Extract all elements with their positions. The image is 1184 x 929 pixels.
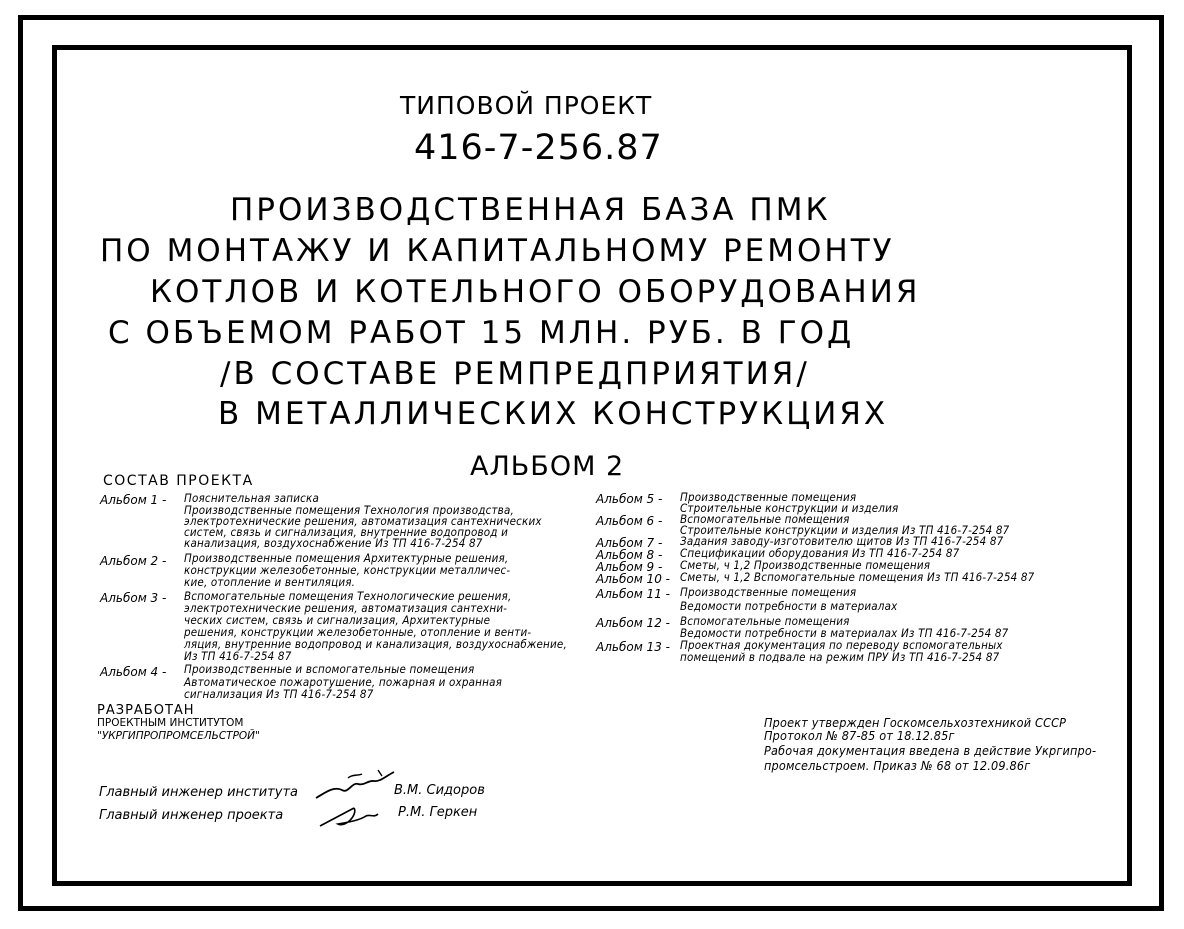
title-line-6: В МЕТАЛЛИЧЕСКИХ КОНСТРУКЦИЯХ	[218, 396, 889, 432]
developer-line-2: "УКРГИПРОПРОМСЕЛЬСТРОЙ"	[97, 730, 260, 742]
album-line: Строительные конструкции и изделия	[680, 501, 899, 515]
album-label: Альбом 1 -	[100, 493, 167, 507]
album-line: Пояснительная записка	[184, 491, 320, 505]
album-number: АЛЬБОМ 2	[470, 451, 625, 482]
album-line: Из ТП 416-7-254 87	[184, 649, 292, 663]
signature-name-2: Р.М. Геркен	[398, 805, 478, 820]
album-line: ляция, внутренние водопровод и канализация, воздухоснабжение,	[184, 637, 567, 651]
album-line: Производственные и вспомогательные помещения	[184, 662, 475, 676]
album-line: решения, конструкции железобетонные, отопление и венти-	[184, 625, 532, 639]
composition-heading: СОСТАВ ПРОЕКТА	[103, 473, 254, 489]
album-line: конструкции железобетонные, конструкции металличес-	[184, 563, 511, 577]
album-line: Спецификации оборудования Из ТП 416-7-254 87	[680, 546, 960, 560]
album-label: Альбом 9 -	[596, 560, 663, 574]
album-line: Сметы, ч 1,2 Производственные помещения	[680, 558, 931, 572]
approval-line: Проект утвержден Госкомсельхозтехникой СССР	[764, 715, 1067, 730]
album-line: Производственные помещения	[680, 490, 857, 504]
album-line: Строительные конструкции и изделия Из ТП 416-7-254 87	[680, 523, 1010, 537]
title-line-4: С ОБЪЕМОМ РАБОТ 15 МЛН. РУБ. В ГОД	[108, 315, 855, 351]
title-line-3: КОТЛОВ И КОТЕЛЬНОГО ОБОРУДОВАНИЯ	[150, 274, 921, 310]
album-line: Автоматическое пожаротушение, пожарная и охранная	[184, 675, 503, 689]
album-label: Альбом 7 -	[596, 536, 663, 550]
title-line-1: ПРОИЗВОДСТВЕННАЯ БАЗА ПМК	[230, 192, 831, 228]
developer-heading: РАЗРАБОТАН	[97, 703, 195, 718]
album-label: Альбом 4 -	[100, 665, 167, 679]
approval-line: промсельстроем. Приказ № 68 от 12.09.86г	[764, 758, 1031, 773]
album-line: электротехнические решения, автоматизация сантехни-	[184, 601, 508, 615]
album-label: Альбом 11 -	[596, 587, 670, 601]
album-label: Альбом 5 -	[596, 492, 663, 506]
handwritten-signatures	[308, 766, 398, 836]
album-line: канализация, воздухоснабжение Из ТП 416-7-254 87	[184, 536, 483, 550]
album-label: Альбом 8 -	[596, 548, 663, 562]
signature-role-2: Главный инженер проекта	[99, 808, 284, 823]
title-line-5: /В СОСТАВЕ РЕМПРЕДПРИЯТИЯ/	[220, 356, 810, 392]
developer-line-1: ПРОЕКТНЫМ ИНСТИТУТОМ	[97, 717, 244, 729]
album-line: Сметы, ч 1,2 Вспомогательные помещения Из ТП 416-7-254 87	[680, 570, 1035, 584]
album-line: Задания заводу-изготовителю щитов Из ТП 416-7-254 87	[680, 534, 1004, 548]
project-type-label: ТИПОВОЙ ПРОЕКТ	[400, 91, 653, 120]
album-line: Ведомости потребности в материалах Из ТП 416-7-254 87	[680, 626, 1009, 640]
album-line: Ведомости потребности в материалах	[680, 599, 898, 613]
album-line: Производственные помещения Архитектурные решения,	[184, 551, 509, 565]
title-line-2: ПО МОНТАЖУ И КАПИТАЛЬНОМУ РЕМОНТУ	[100, 233, 895, 269]
approval-line: Рабочая документация введена в действие Укргипро-	[764, 743, 1097, 758]
album-line: Вспомогательные помещения	[680, 614, 850, 628]
album-line: сигнализация Из ТП 416-7-254 87	[184, 687, 374, 701]
album-line: кие, отопление и вентиляция.	[184, 575, 356, 589]
signature-name-1: В.М. Сидоров	[394, 783, 485, 798]
album-label: Альбом 6 -	[596, 514, 663, 528]
album-line: Вспомогательные помещения	[680, 512, 850, 526]
album-line: Производственные помещения Технология производства,	[184, 503, 515, 517]
album-line: Проектная документация по переводу вспомогательных	[680, 638, 1003, 652]
album-line: электротехнические решения, автоматизация сантехнических	[184, 514, 542, 528]
album-label: Альбом 2 -	[100, 554, 167, 568]
album-line: помещений в подвале на режим ПРУ Из ТП 416-7-254 87	[680, 650, 1000, 664]
album-line: систем, связь и сигнализация, внутренние водопровод и	[184, 525, 509, 539]
album-label: Альбом 13 -	[596, 640, 670, 654]
album-line: Производственные помещения	[680, 585, 857, 599]
album-label: Альбом 3 -	[100, 591, 167, 605]
album-line: ческих систем, связь и сигнализация, Архитектурные	[184, 613, 491, 627]
album-line: Вспомогательные помещения Технологические решения,	[184, 589, 512, 603]
album-label: Альбом 12 -	[596, 616, 670, 630]
album-label: Альбом 10 -	[596, 572, 670, 586]
signature-role-1: Главный инженер института	[99, 785, 298, 800]
project-number: 416-7-256.87	[414, 128, 663, 168]
approval-line: Протокол № 87-85 от 18.12.85г	[764, 728, 955, 743]
